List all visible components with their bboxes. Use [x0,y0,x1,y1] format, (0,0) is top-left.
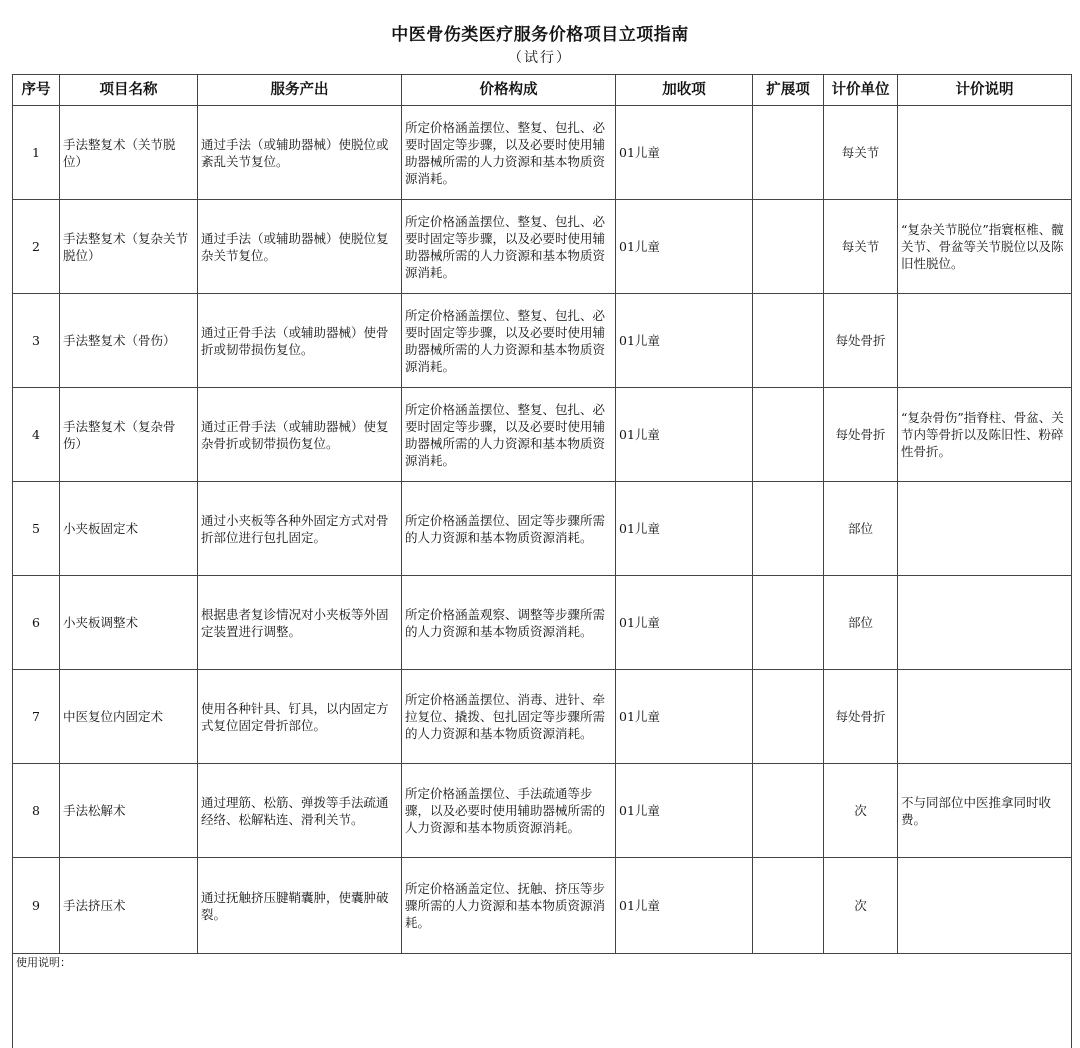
cell-unit: 每关节 [824,200,898,294]
cell-surcharge: 01儿童 [616,576,753,670]
cell-output: 根据患者复诊情况对小夹板等外固定装置进行调整。 [198,576,402,670]
col-header-extension: 扩展项 [753,75,824,106]
cell-price: 所定价格涵盖摆位、整复、包扎、必要时固定等步骤，以及必要时使用辅助器械所需的人力资源和基本物质资源消耗。 [402,200,616,294]
cell-output: 通过小夹板等各种外固定方式对骨折部位进行包扎固定。 [198,482,402,576]
table-row [13,388,1072,482]
cell-name: 手法整复术（骨伤） [60,294,198,388]
cell-note [898,294,1072,388]
cell-surcharge: 01儿童 [616,200,753,294]
cell-output: 通过理筋、松筋、弹拨等手法疏通经络、松解粘连、滑利关节。 [198,764,402,858]
table-header-row [13,75,1072,106]
cell-seq: 6 [13,576,60,670]
cell-note [898,858,1072,954]
cell-surcharge: 01儿童 [616,858,753,954]
col-header-unit: 计价单位 [824,75,898,106]
table-row [13,670,1072,764]
cell-note [898,482,1072,576]
table-row [13,294,1072,388]
cell-name: 小夹板调整术 [60,576,198,670]
cell-extension [753,294,824,388]
table-row [13,576,1072,670]
cell-seq: 1 [13,106,60,200]
cell-seq: 8 [13,764,60,858]
table-row [13,858,1072,954]
cell-extension [753,858,824,954]
cell-seq: 7 [13,670,60,764]
cell-price: 所定价格涵盖摆位、固定等步骤所需的人力资源和基本物质资源消耗。 [402,482,616,576]
cell-name: 手法挤压术 [60,858,198,954]
cell-extension [753,388,824,482]
cell-unit: 次 [824,764,898,858]
cell-name: 手法整复术（复杂骨伤） [60,388,198,482]
cell-name: 中医复位内固定术 [60,670,198,764]
cell-note [898,670,1072,764]
cell-surcharge: 01儿童 [616,106,753,200]
cell-note [898,106,1072,200]
table-row [13,106,1072,200]
cell-note: “复杂骨伤”指脊柱、骨盆、关节内等骨折以及陈旧性、粉碎性骨折。 [898,388,1072,482]
table-row [13,200,1072,294]
cell-output: 通过手法（或辅助器械）使脱位复杂关节复位。 [198,200,402,294]
table-row [13,764,1072,858]
col-header-surcharge: 加收项 [616,75,753,106]
col-header-name: 项目名称 [60,75,198,106]
col-header-output: 服务产出 [198,75,402,106]
cell-name: 小夹板固定术 [60,482,198,576]
cell-extension [753,670,824,764]
cell-unit: 每处骨折 [824,670,898,764]
cell-seq: 4 [13,388,60,482]
cell-price: 所定价格涵盖定位、抚触、挤压等步骤所需的人力资源和基本物质资源消耗。 [402,858,616,954]
cell-surcharge: 01儿童 [616,294,753,388]
cell-unit: 部位 [824,482,898,576]
document-subtitle: （试行） [508,50,572,66]
cell-name: 手法整复术（关节脱位） [60,106,198,200]
cell-price: 所定价格涵盖观察、调整等步骤所需的人力资源和基本物质资源消耗。 [402,576,616,670]
cell-seq: 5 [13,482,60,576]
cell-extension [753,764,824,858]
usage-notes-row [13,954,1072,1048]
cell-extension [753,482,824,576]
price-items-table [12,74,1072,1048]
cell-surcharge: 01儿童 [616,388,753,482]
cell-price: 所定价格涵盖摆位、整复、包扎、必要时固定等步骤，以及必要时使用辅助器械所需的人力资源和基本物质资源消耗。 [402,106,616,200]
cell-unit: 次 [824,858,898,954]
col-header-note: 计价说明 [898,75,1072,106]
cell-price: 所定价格涵盖摆位、整复、包扎、必要时固定等步骤，以及必要时使用辅助器械所需的人力资源和基本物质资源消耗。 [402,294,616,388]
cell-surcharge: 01儿童 [616,764,753,858]
cell-seq: 3 [13,294,60,388]
cell-output: 使用各种针具、钉具，以内固定方式复位固定骨折部位。 [198,670,402,764]
cell-note [898,576,1072,670]
usage-notes-label: 使用说明： [13,954,1072,1048]
cell-price: 所定价格涵盖摆位、消毒、进针、牵拉复位、撬拨、包扎固定等步骤所需的人力资源和基本物质资源消耗。 [402,670,616,764]
cell-extension [753,106,824,200]
cell-note: 不与同部位中医推拿同时收费。 [898,764,1072,858]
cell-unit: 每处骨折 [824,294,898,388]
cell-output: 通过正骨手法（或辅助器械）使复杂骨折或韧带损伤复位。 [198,388,402,482]
cell-name: 手法整复术（复杂关节脱位） [60,200,198,294]
table-row [13,482,1072,576]
cell-name: 手法松解术 [60,764,198,858]
cell-seq: 2 [13,200,60,294]
col-header-seq: 序号 [13,75,60,106]
cell-output: 通过正骨手法（或辅助器械）使骨折或韧带损伤复位。 [198,294,402,388]
cell-extension [753,200,824,294]
cell-unit: 每处骨折 [824,388,898,482]
cell-output: 通过抚触挤压腱鞘囊肿，使囊肿破裂。 [198,858,402,954]
cell-unit: 每关节 [824,106,898,200]
cell-output: 通过手法（或辅助器械）使脱位或紊乱关节复位。 [198,106,402,200]
cell-surcharge: 01儿童 [616,482,753,576]
cell-price: 所定价格涵盖摆位、整复、包扎、必要时固定等步骤，以及必要时使用辅助器械所需的人力资源和基本物质资源消耗。 [402,388,616,482]
cell-price: 所定价格涵盖摆位、手法疏通等步骤，以及必要时使用辅助器械所需的人力资源和基本物质资源消耗。 [402,764,616,858]
cell-note: “复杂关节脱位”指寰枢椎、髋关节、骨盆等关节脱位以及陈旧性脱位。 [898,200,1072,294]
cell-seq: 9 [13,858,60,954]
cell-extension [753,576,824,670]
cell-unit: 部位 [824,576,898,670]
col-header-price: 价格构成 [402,75,616,106]
document-title: 中医骨伤类医疗服务价格项目立项指南 [391,25,689,45]
cell-surcharge: 01儿童 [616,670,753,764]
